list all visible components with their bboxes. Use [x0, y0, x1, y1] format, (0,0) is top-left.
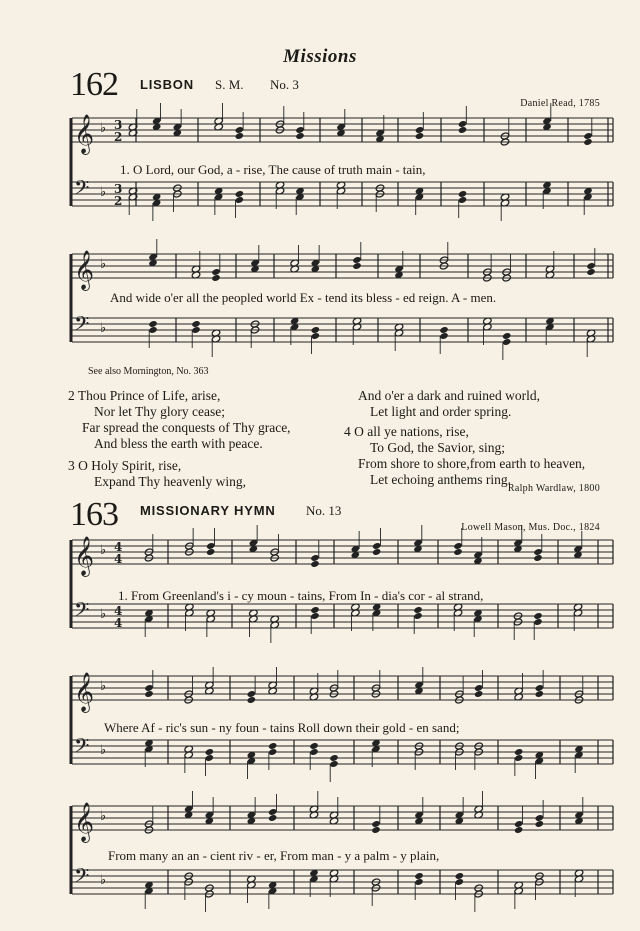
- svg-text:4: 4: [114, 540, 123, 554]
- verse-line: 2 Thou Prince of Life, arise,: [68, 388, 221, 403]
- svg-text:♭: ♭: [100, 543, 107, 558]
- svg-text:𝄢: 𝄢: [74, 864, 90, 892]
- lyric-line: From many an an - cient riv - er, From man - y a palm - y plain,: [108, 848, 440, 863]
- svg-text:♭: ♭: [100, 607, 107, 622]
- composer-credit: Lowell Mason, Mus. Doc., 1824: [461, 522, 600, 533]
- svg-text:♭: ♭: [100, 185, 107, 200]
- lyric-line: Where Af - ric's sun - ny foun - tains Roll down their gold - en sand;: [104, 720, 460, 735]
- see-also-note: See also Mornington, No. 363: [88, 366, 209, 377]
- svg-text:4: 4: [114, 604, 123, 618]
- svg-text:3: 3: [114, 182, 123, 196]
- verse-line: Far spread the conquests of Thy grace,: [82, 420, 291, 435]
- composer-credit: Daniel Read, 1785: [520, 98, 600, 109]
- verse-line: To God, the Savior, sing;: [370, 440, 506, 455]
- tune-number: No. 3: [270, 77, 299, 92]
- svg-text:𝄢: 𝄢: [74, 598, 90, 626]
- hymn-number: 162: [70, 66, 118, 103]
- svg-text:𝄞: 𝄞: [74, 672, 95, 712]
- svg-text:3: 3: [114, 118, 123, 132]
- verse-line: 4 O all ye nations, rise,: [344, 424, 469, 439]
- verse-line: Expand Thy heavenly wing,: [94, 474, 246, 489]
- tune-number: No. 13: [306, 503, 342, 518]
- author-credit: Ralph Wardlaw, 1800: [507, 483, 600, 494]
- section-title: Missions: [283, 46, 357, 67]
- svg-text:𝄞: 𝄞: [74, 250, 95, 290]
- svg-text:♭: ♭: [100, 679, 107, 694]
- svg-text:𝄞: 𝄞: [74, 802, 95, 842]
- verse-block: [344, 388, 585, 488]
- hymn-number: 163: [70, 496, 118, 533]
- svg-text:♭: ♭: [100, 743, 107, 758]
- svg-text:𝄞: 𝄞: [74, 114, 95, 154]
- verse-line: And o'er a dark and ruined world,: [358, 388, 540, 403]
- verse-block: [68, 388, 291, 490]
- svg-text:2: 2: [114, 130, 123, 144]
- svg-text:𝄢: 𝄢: [74, 312, 90, 340]
- tune-name: MISSIONARY HYMN: [140, 503, 276, 518]
- svg-text:4: 4: [114, 616, 123, 630]
- verse-line: Let light and order spring.: [370, 404, 512, 419]
- svg-text:𝄞: 𝄞: [74, 536, 95, 576]
- lyric-line: 1. O Lord, our God, a - rise, The cause of truth main - tain,: [120, 162, 426, 177]
- svg-text:♭: ♭: [100, 257, 107, 272]
- verse-line: 3 O Holy Spirit, rise,: [68, 458, 182, 473]
- tune-name: LISBON: [140, 77, 194, 92]
- svg-text:𝄢: 𝄢: [74, 176, 90, 204]
- svg-text:♭: ♭: [100, 873, 107, 888]
- verse-line: From shore to shore,from earth to heaven,: [358, 456, 586, 471]
- lyric-line: And wide o'er all the peopled world Ex - tend its bless - ed reign. A - men.: [110, 290, 497, 305]
- meter: S. M.: [215, 77, 244, 92]
- lyric-line: 1. From Greenland's i - cy moun - tains, From In - dia's cor - al strand,: [118, 588, 484, 603]
- svg-text:2: 2: [114, 194, 123, 208]
- verse-line: And bless the earth with peace.: [94, 436, 263, 451]
- svg-text:4: 4: [114, 552, 123, 566]
- svg-text:♭: ♭: [100, 321, 107, 336]
- svg-text:♭: ♭: [100, 121, 107, 136]
- verse-line: Nor let Thy glory cease;: [94, 404, 225, 419]
- verse-line: Let echoing anthems ring.: [370, 472, 511, 487]
- svg-text:♭: ♭: [100, 809, 107, 824]
- svg-text:𝄢: 𝄢: [74, 734, 90, 762]
